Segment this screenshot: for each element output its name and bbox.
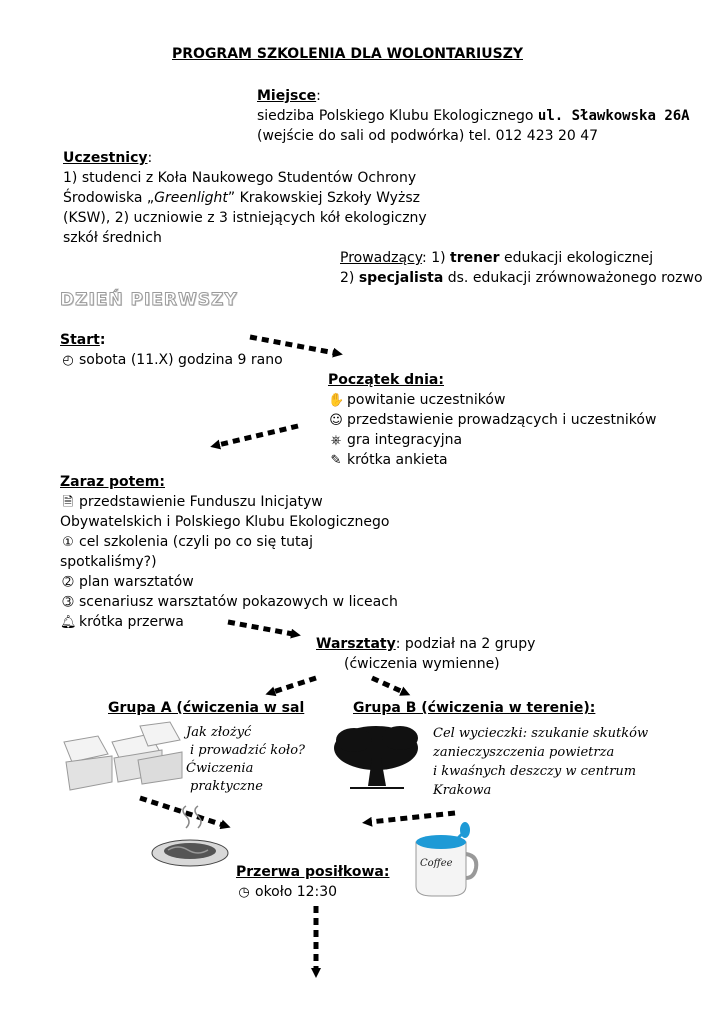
next-item-text: plan warsztatów [79, 574, 194, 590]
arrow-to-group-b [372, 678, 403, 692]
specialist-word: specjalista [358, 270, 444, 286]
participants-line2-post: ” Krakowskiej Szkoły Wyższ [227, 190, 420, 206]
circled-3-icon: ➂ [62, 595, 74, 610]
workshops-line2: (ćwiczenia wymienne) [344, 656, 500, 672]
circled-1-icon: ① [62, 535, 74, 550]
participants-line2-pre: Środowiska „ [63, 190, 155, 206]
group-a-line: Ćwiczenia [186, 761, 254, 776]
next-item-text: krótka przerwa [79, 614, 184, 630]
day-start-item-text: gra integracyjna [347, 432, 463, 448]
next-item-cont: spotkaliśmy?) [60, 554, 157, 570]
arrow-to-group-a [273, 678, 316, 692]
group-b-line: Cel wycieczki: szukanie skutków [433, 726, 649, 741]
arrow-start-to-daystart [250, 337, 335, 353]
group-a-line: Jak złożyć [186, 725, 252, 740]
day-start-item-text: powitanie uczestników [347, 392, 506, 408]
start-label: Start [60, 332, 100, 348]
next-item-cont: Obywatelskich i Polskiego Klubu Ekologicznego [60, 514, 390, 530]
next-label: Zaraz potem: [60, 474, 165, 490]
next-item-text: scenariusz warsztatów pokazowych w liceach [79, 594, 398, 610]
arrow-group-a-to-lunch [140, 798, 223, 825]
trainers-line2-post: ds. edukacji zrównoważonego rozwo [443, 270, 703, 286]
trainer-word: trener [450, 250, 500, 266]
lunch-time-text: około 12:30 [255, 884, 338, 900]
document-icon: 🗎 [62, 495, 74, 510]
place-line1: siedziba Polskiego Klubu Ekologicznego [257, 108, 538, 124]
place-line2: (wejście do sali od podwórka) tel. 012 423 20 47 [257, 128, 599, 144]
participants-line1: 1) studenci z Koła Naukowego Studentów Ochrony [63, 170, 417, 186]
group-b-line: i kwaśnych deszczy w centrum [433, 764, 637, 779]
group-b-label: Grupa B (ćwiczenia w terenie): [353, 700, 596, 716]
participants-label-row: Uczestnicy: [63, 150, 153, 166]
workshops-label: Warsztaty [316, 636, 396, 652]
bell-icon: 🔔︎ [60, 615, 77, 630]
participants-line3: (KSW), 2) uczniowie z 3 istniejących kół ekologiczny [63, 210, 427, 226]
participants-line4: szkół średnich [63, 230, 162, 246]
day-heading: DZIEŃ PIERWSZY [60, 290, 238, 310]
chairs-image [64, 722, 182, 790]
next-item-text: cel szkolenia (czyli po co się tutaj [79, 534, 313, 550]
page-title: PROGRAM SZKOLENIA DLA WOLONTARIUSZY [172, 46, 523, 62]
trainers-line1-pre: : 1) [422, 250, 451, 266]
group-a-line: praktyczne [190, 779, 263, 794]
smiley-icon: ☺ [329, 413, 343, 428]
clock-icon: ◴ [62, 353, 74, 368]
place-label-row: Miejsce: [257, 88, 321, 104]
day-start-label: Początek dnia: [328, 372, 444, 388]
group-a-label: Grupa A (ćwiczenia w sal [108, 700, 305, 716]
arrow-group-b-to-lunch [370, 813, 455, 822]
place-street: ul. Sławkowska 26A [537, 108, 690, 124]
wheel-icon: ⎈ [330, 433, 342, 448]
trainers-label: Prowadzący [340, 250, 423, 266]
place-label: Miejsce [257, 88, 317, 104]
circled-2-icon: ➁ [62, 575, 74, 590]
trainers-line1-post: edukacji ekologicznej [499, 250, 654, 266]
day-start-item-text: krótka ankieta [347, 452, 448, 468]
day-start-item-text: przedstawienie prowadzących i uczestników [347, 412, 657, 428]
start-label-row: Start: [60, 332, 106, 348]
greenlight-name: Greenlight [154, 190, 228, 206]
group-a-line: i prowadzić koło? [190, 743, 305, 758]
participants-label: Uczestnicy [63, 150, 148, 166]
start-time-text: sobota (11.X) godzina 9 rano [79, 352, 283, 368]
lunch-label: Przerwa posiłkowa: [236, 864, 390, 880]
arrow-next-to-workshops [228, 622, 293, 634]
arrow-daystart-to-next [218, 426, 298, 445]
group-b-line: Krakowa [433, 783, 492, 798]
hand-icon: ✋ [328, 393, 345, 408]
next-item-text: przedstawienie Funduszu Inicjatyw [79, 494, 323, 510]
tree-image [334, 726, 418, 788]
workshops-line1-text: : podział na 2 grupy [395, 636, 536, 652]
mug-label: Coffee [420, 858, 453, 869]
pencil-icon: ✎ [330, 453, 342, 468]
clock-icon: ◷ [238, 885, 250, 900]
group-b-line: zanieczyszczenia powietrza [433, 745, 615, 760]
coffee-mug-image [416, 822, 476, 896]
trainers-line2-pre: 2) [340, 270, 359, 286]
